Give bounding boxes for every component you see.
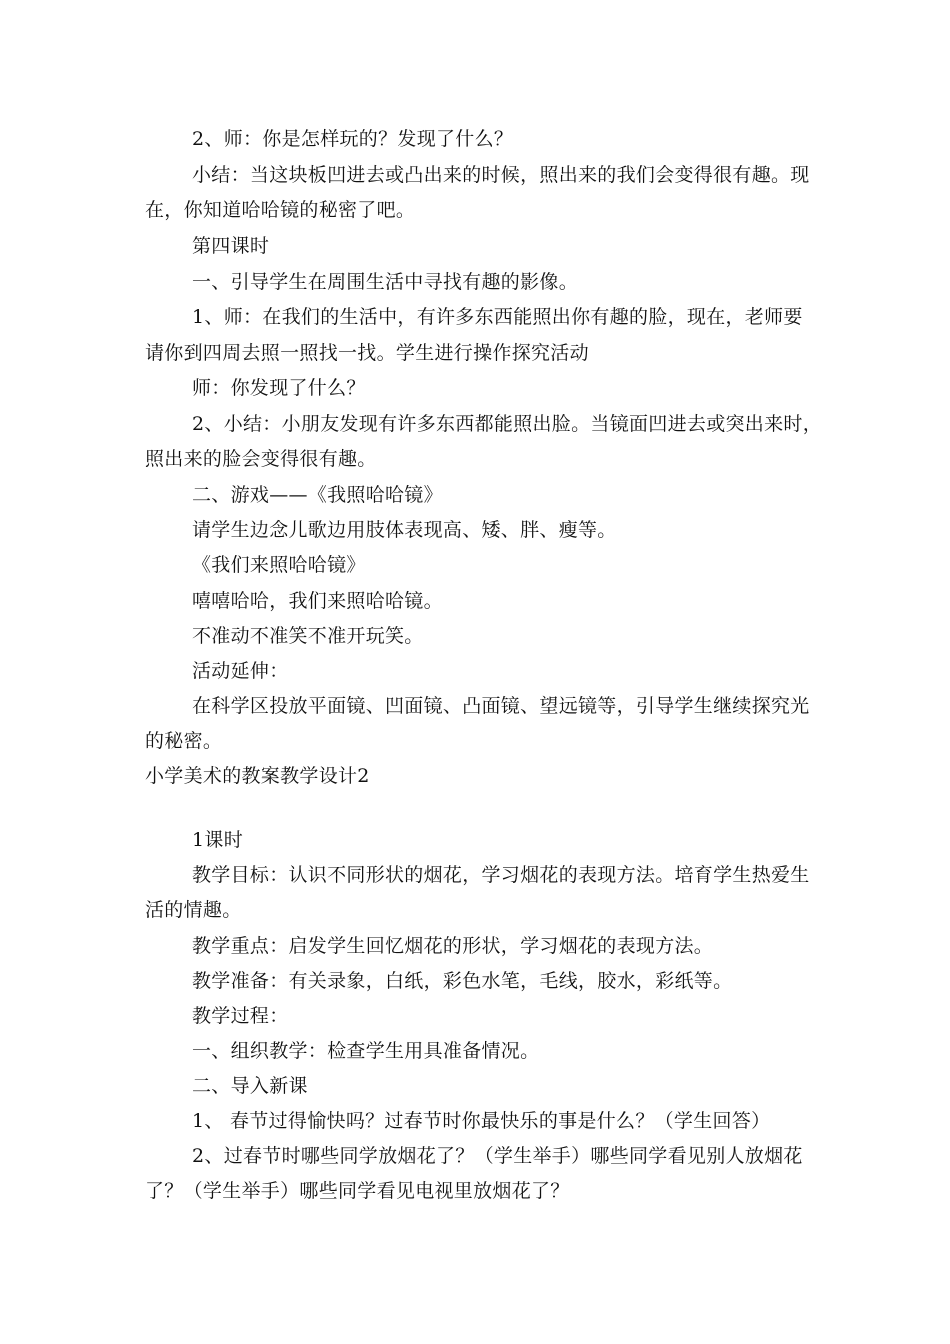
text-line: 2、师：你是怎样玩的？发现了什么？: [192, 128, 514, 150]
text-line: 的秘密。: [145, 730, 223, 752]
text-line: 1、师：在我们的生活中，有许多东西能照出你有趣的脸，现在，老师要: [192, 306, 803, 328]
text-line: 《我们来照哈哈镜》: [192, 554, 366, 576]
text-line: 一、引导学生在周围生活中寻找有趣的影像。: [192, 271, 579, 293]
text-line: 一、组织教学：检查学生用具准备情况。: [192, 1040, 540, 1062]
section-heading: 第四课时: [192, 235, 270, 257]
text-line: 小结：当这块板凹进去或凸出来的时候，照出来的我们会变得很有趣。现: [192, 164, 810, 186]
text-line: 在，你知道哈哈镜的秘密了吧。: [145, 199, 416, 221]
text-line: 嘻嘻哈哈，我们来照哈哈镜。: [192, 590, 443, 612]
text-line: 师：你发现了什么？: [192, 377, 366, 399]
text-line: 请学生边念儿歌边用肢体表现高、矮、胖、瘦等。: [192, 519, 617, 541]
text-line: 1课时: [192, 829, 243, 851]
text-line: 2、过春节时哪些同学放烟花了？（学生举手）哪些同学看见别人放烟花: [192, 1145, 803, 1167]
text-line: 教学过程：: [192, 1005, 289, 1027]
text-line: 在科学区投放平面镜、凹面镜、凸面镜、望远镜等，引导学生继续探究光: [192, 695, 810, 717]
text-line: 二、导入新课: [192, 1075, 308, 1097]
text-line: 2、小结：小朋友发现有许多东西都能照出脸。当镜面凹进去或突出来时，: [192, 413, 822, 435]
text-line: 请你到四周去照一照找一找。学生进行操作探究活动: [145, 342, 589, 364]
text-line: 教学目标：认识不同形状的烟花，学习烟花的表现方法。培育学生热爱生: [192, 864, 810, 886]
text-line: 了？（学生举手）哪些同学看见电视里放烟花了？: [145, 1180, 570, 1202]
text-line: 活动延伸：: [192, 660, 289, 682]
text-line: 不准动不准笑不准开玩笑。: [192, 625, 424, 647]
text-line: 二、游戏——《我照哈哈镜》: [192, 484, 443, 506]
text-line: 教学准备：有关录象，白纸，彩色水笔，毛线，胶水，彩纸等。: [192, 970, 733, 992]
text-line: 教学重点：启发学生回忆烟花的形状，学习烟花的表现方法。: [192, 935, 714, 957]
text-line: 活的情趣。: [145, 899, 242, 921]
text-line: 照出来的脸会变得很有趣。: [145, 448, 377, 470]
document-title: 小学美术的教案教学设计2: [145, 765, 370, 787]
text-line: 1、 春节过得愉快吗？过春节时你最快乐的事是什么？（学生回答）: [192, 1110, 771, 1132]
